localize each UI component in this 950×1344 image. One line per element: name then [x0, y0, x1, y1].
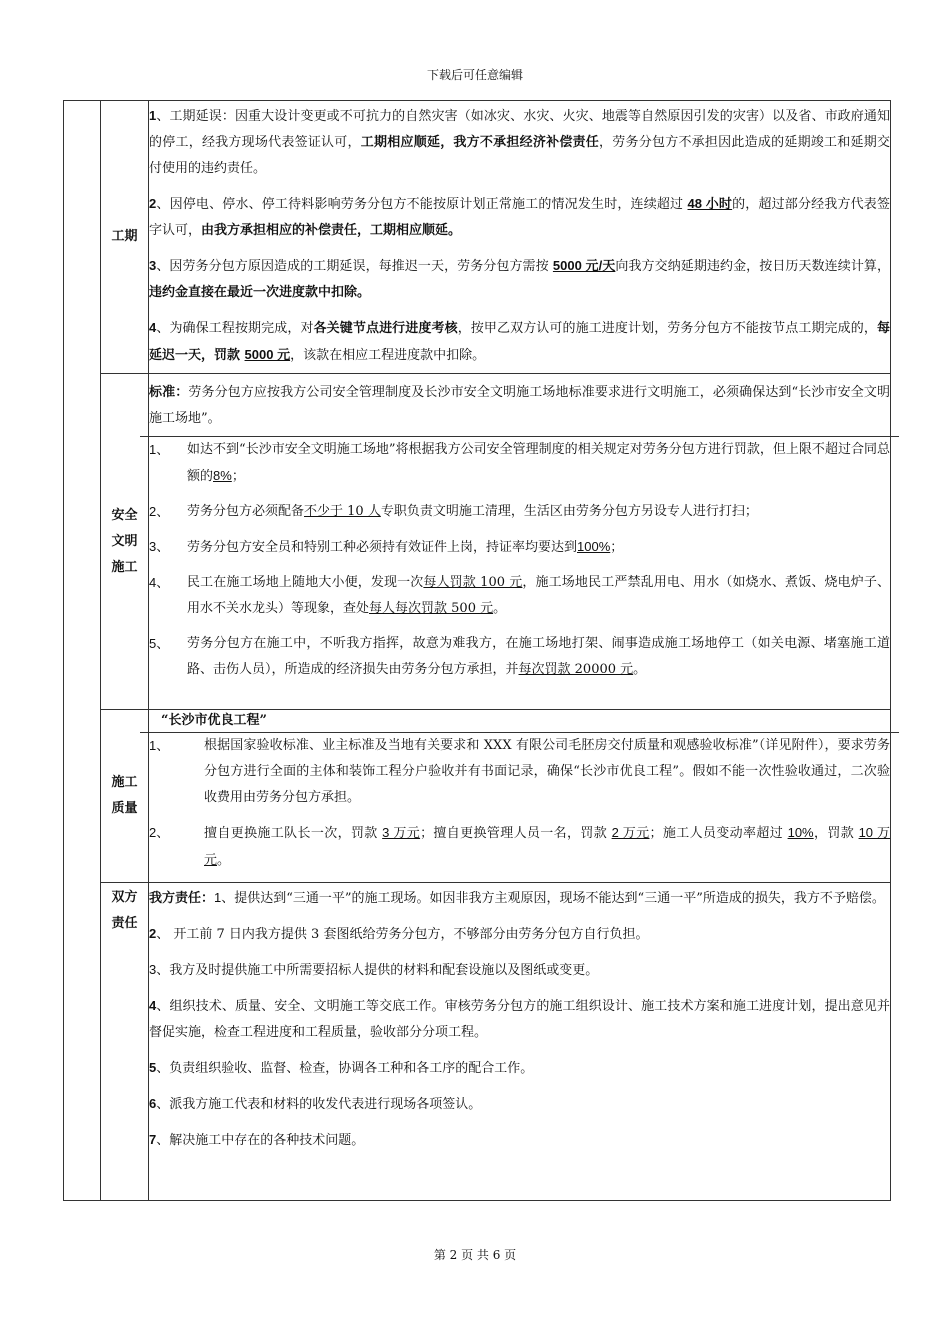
page-header: 下载后可任意编辑	[426, 68, 523, 82]
row-safety	[64, 374, 891, 710]
row-schedule	[64, 101, 891, 374]
schedule-content	[149, 101, 891, 374]
safety-item-5: 5、 劳务分包方在施工中，不听我方指挥，故意为难我方，在施工场地打架、闹事造成施工场地停工（如关电源、堵塞施工道路、击伤人员），所造成的经济损失由劳务分包方承担，并每次罚款 20000 元。	[149, 636, 890, 677]
safety-item-3: 3、 劳务分包方安全员和特别工种必须持有效证件上岗，持证率均要达到100%；	[149, 539, 624, 555]
quality-content	[149, 710, 891, 883]
safety-item-2: 2、 劳务分包方必须配备不少于 10 人专职负责文明施工清理，生活区由劳务分包方另设专人进行打扫；	[149, 504, 758, 519]
duties-item-3: 3、我方及时提供施工中所需要招标人提供的材料和配套设施以及图纸或变更。	[149, 962, 599, 978]
blank-column-cell	[64, 101, 101, 1201]
duties-item-1: 我方责任：1、提供达到“三通一平”的施工现场。如因非我方主观原因，现场不能达到“三通一平”所造成的损失，我方不予赔偿。	[149, 890, 885, 906]
section-label-quality: 施工质量	[101, 710, 149, 883]
safety-standard: 标准：劳务分包方应按我方公司安全管理制度及长沙市安全文明施工场地标准要求进行文明施工，必须确保达到“长沙市安全文明施工场地”。	[149, 385, 890, 426]
page-footer: 第 2 页 共 6 页	[433, 1248, 517, 1262]
section-label-schedule: 工期	[101, 101, 149, 374]
duties-content	[149, 883, 891, 1201]
contract-terms-table	[63, 100, 891, 1201]
quality-item-1: 1、 根据国家验收标准、业主标准及当地有关要求和 XXX 有限公司毛胚房交付质量和观感验收标准”（详见附件），要求劳务分包方进行全面的主体和装饰工程分户验收并有书面记录，确保“长沙市优良工程”。假如不能一次性验收通过，二次验收费用由劳务分包方承担。	[149, 738, 890, 805]
schedule-item-3: 3、因劳务分包方原因造成的工期延误，每推迟一天，劳务分包方需按 5000 元/天向我方交纳延期违约金，按日历天数连续计算，违约金直接在最近一次进度款中扣除。	[149, 258, 890, 300]
duties-item-7: 7、解决施工中存在的各种技术问题。	[149, 1132, 365, 1148]
duties-item-4: 4、组织技术、质量、安全、文明施工等交底工作。审核劳务分包方的施工组织设计、施工技术方案和施工进度计划，提出意见并督促实施，检查工程进度和工程质量，验收部分分项工程。	[149, 998, 890, 1040]
duties-item-5: 5、负责组织验收、监督、检查，协调各工种和各工序的配合工作。	[149, 1060, 534, 1076]
row-duties	[64, 883, 891, 1201]
safety-item-4: 4、 民工在施工场地上随地大小便，发现一次每人罚款 100 元，施工场地民工严禁乱用电、用水（如烧水、煮饭、烧电炉子、用水不关水龙头）等现象，查处每人每次罚款 500 元。	[149, 575, 890, 616]
quality-title: “长沙市优良工程”	[161, 713, 267, 728]
section-label-duties: 双方责任	[101, 883, 149, 1201]
section-label-safety: 安全文明施工	[101, 374, 149, 710]
quality-item-2: 2、 擅自更换施工队长一次，罚款 3 万元；擅自更换管理人员一名，罚款 2 万元；施工人员变动率超过 10%，罚款 10 万元。	[149, 825, 890, 868]
schedule-item-4: 4、为确保工程按期完成，对各关键节点进行进度考核，按甲乙双方认可的施工进度计划，劳务分包方不能按节点工期完成的，每延迟一天，罚款 5000 元，该款在相应工程进度款中扣除。	[149, 320, 890, 363]
safety-content	[149, 374, 891, 710]
duties-item-2: 2、 开工前 7 日内我方提供 3 套图纸给劳务分包方，不够部分由劳务分包方自行负担。	[149, 926, 649, 942]
duties-item-6: 6、派我方施工代表和材料的收发代表进行现场各项签认。	[149, 1096, 482, 1112]
row-quality	[64, 710, 891, 883]
schedule-item-2: 2、因停电、停水、停工待料影响劳务分包方不能按原计划正常施工的情况发生时，连续超过 48 小时的，超过部分经我方代表签字认可，由我方承担相应的补偿责任，工期相应顺延。	[149, 196, 890, 238]
safety-item-1: 1、 如达不到“长沙市安全文明施工场地”将根据我方公司安全管理制度的相关规定对劳务分包方进行罚款，但上限不超过合同总额的8%；	[149, 442, 890, 484]
schedule-item-1: 1、工期延误：因重大设计变更或不可抗力的自然灾害（如冰灾、水灾、火灾、地震等自然原因引发的灾害）以及省、市政府通知的停工，经我方现场代表签证认可，工期相应顺延，我方不承担经济补偿责任，劳务分包方不承担因此造成的延期竣工和延期交付使用的违约责任。	[149, 108, 890, 176]
